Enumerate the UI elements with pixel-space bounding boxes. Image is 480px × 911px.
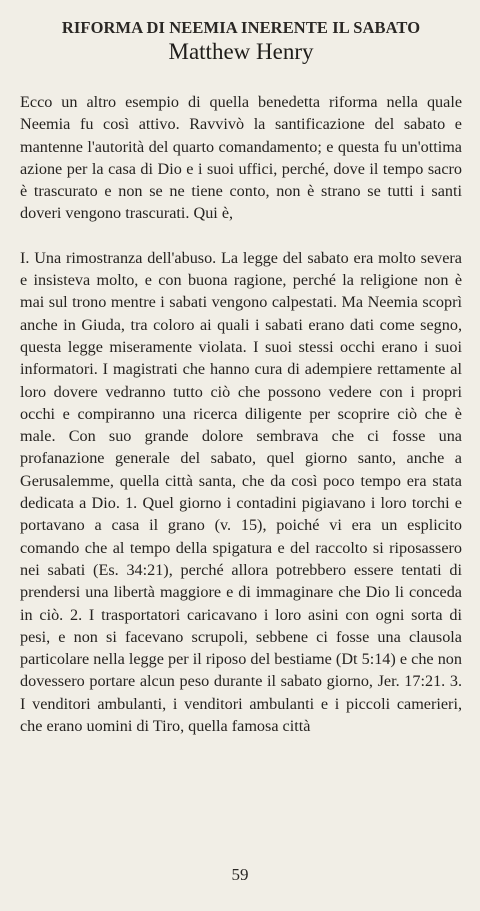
page-number: 59 — [231, 865, 249, 884]
paragraph-intro: Ecco un altro esempio di quella benedetta riforma nella quale Neemia fu così attivo. Ravvivò la santificazione del sabato e mantenne l'autorità del quarto comandamento; e questa fu un'ottima azione per la casa di Dio e i suoi uffici, perché, dove il tempo sacro è trascurato e non se ne tiene conto, non è strano se tutti i santi doveri vengono trascurati. Qui è, — [20, 93, 462, 223]
paragraph-section-1: I. Una rimostranza dell'abuso. La legge del sabato era molto severa e insisteva molto, e con buona ragione, perché la religione non è mai sul trono mentre i sabati vengono calpestati. Ma Neemia scoprì anche in Giuda, tra coloro ai quali i sabati erano dati come segno, questa legge miseramente violata. I suoi stessi occhi erano i suoi informatori. I magistrati che hanno cura di adempiere rettamente al loro dovere vedranno tutto ciò che possono vedere con i propri occhi e compiranno una ricerca diligente per scoprire ciò che è male. Con suo grande dolore sembrava che ci fosse una profanazione generale del sabato, quel giorno santo, anche a Gerusalemme, quella città santa, che da così poco tempo era stata dedicata a Dio. 1. Quel giorno i contadini pigiavano i loro torchi e portavano a casa il grano (v. 15), poiché vi era un esplicito comando che al tempo della spigatura e del raccolto si riposassero nei sabati (Es. 34:21), perché allora potrebbero essere tentati di prendersi una libertà maggiore e di immaginare che Dio li conceda in ciò. 2. I trasportatori caricavano i loro asini con ogni sorta di pesi, e non si facevano scrupoli, sebbene ci fosse una clausola particolare nella legge per il riposo del bestiame (Dt 5:14) e che non dovessero portare alcun peso durante il sabato giorno, Jer. 17:21. 3. I venditori ambulanti, i venditori ambulanti e i piccoli camerieri, che erano uomini di Tiro, quella famosa città — [20, 248, 462, 736]
author-name: Matthew Henry — [168, 39, 314, 64]
body-text — [20, 91, 462, 737]
chapter-title: RIFORMA DI NEEMIA INERENTE IL SABATO — [61, 18, 421, 37]
